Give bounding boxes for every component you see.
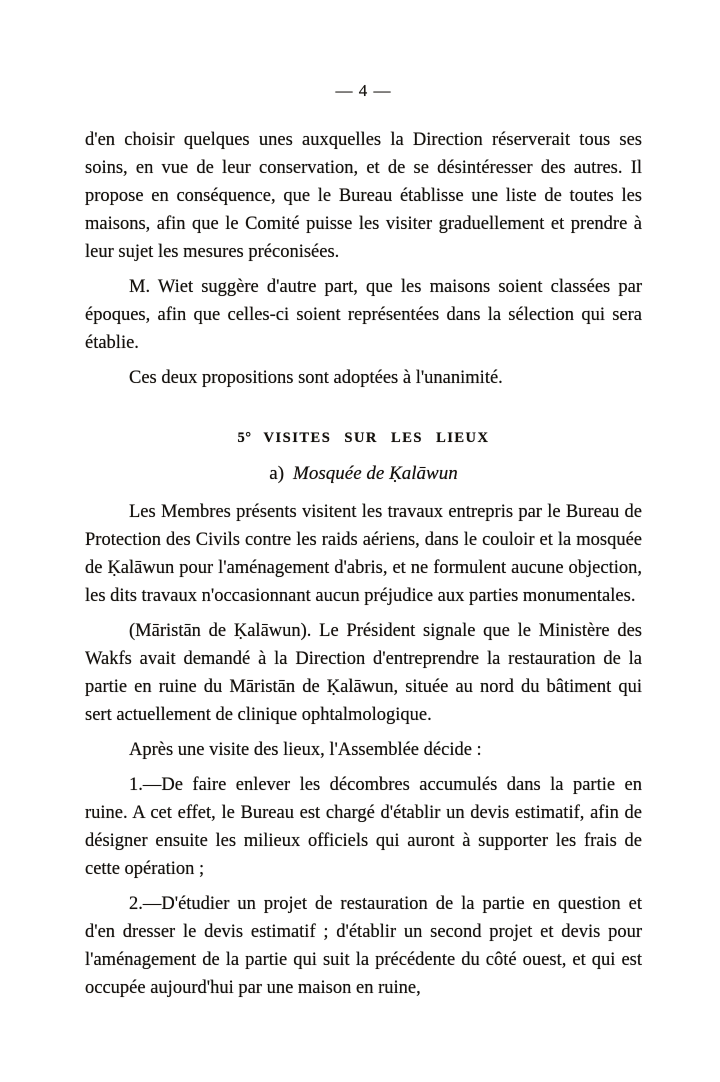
- paragraph-decision-2: 2.—D'étudier un projet de restauration de la partie en question et d'en dresser le devis estimatif ; d'établir un second projet et devis pour l'aménagement de la partie qui suit la précédente du côté ouest, et qui est occupée aujourd'hui par une maison en ruine,: [85, 894, 642, 998]
- section-heading: [85, 428, 642, 448]
- paragraph-continuation: d'en choisir quelques unes auxquelles la Direction réserverait tous ses soins, en vue de leur conservation, et de se désintéresser des autres. Il propose en conséquence, que le Bureau établisse une liste de toutes les maisons, afin que le Comité puisse les visiter graduellement et prendre à leur sujet les mesures préconisées.: [85, 130, 642, 262]
- subsection-heading-prefix: a): [269, 463, 285, 484]
- paragraph-visite-travaux: Les Membres présents visitent les travaux entrepris par le Bureau de Protection des Civils contre les raids aériens, dans le couloir et la mosquée de Ḳalāwun pour l'aménagement d'abris, et ne formulent aucune objection, les dits travaux n'occasionnant aucun préjudice aux parties monumentales.: [85, 502, 642, 606]
- paragraph-decision-1: 1.—De faire enlever les décombres accumulés dans la partie en ruine. A cet effet, le Bureau est chargé d'établir un devis estimatif, afin de désigner ensuite les milieux officiels qui auront à supporter les frais de cette opération ;: [85, 775, 642, 879]
- paragraph-assemblee-decide: Après une visite des lieux, l'Assemblée décide :: [129, 740, 482, 760]
- paragraph-maristan: (Māristān de Ḳalāwun). Le Président signale que le Ministère des Wakfs avait demandé à la Direction d'entreprendre la restauration de la partie en ruine du Māristān de Ḳalāwun, située au nord du bâtiment qui sert actuellement de clinique ophtalmologique.: [85, 621, 642, 725]
- subsection-heading-title: Mosquée de Ḳalāwun: [293, 463, 458, 484]
- paragraph-propositions-adoptees: Ces deux propositions sont adoptées à l'unanimité.: [129, 368, 503, 388]
- paragraph-wiet-proposal: M. Wiet suggère d'autre part, que les maisons soient classées par époques, afin que celles-ci soient représentées dans la sélection qui sera établie.: [85, 277, 642, 353]
- section-heading-numeral: 5°: [237, 430, 252, 446]
- subsection-heading: [85, 461, 642, 487]
- section-heading-title: VISITES SUR LES LIEUX: [263, 430, 490, 446]
- page-number: — 4 —: [335, 81, 392, 100]
- text-block: [85, 126, 642, 1002]
